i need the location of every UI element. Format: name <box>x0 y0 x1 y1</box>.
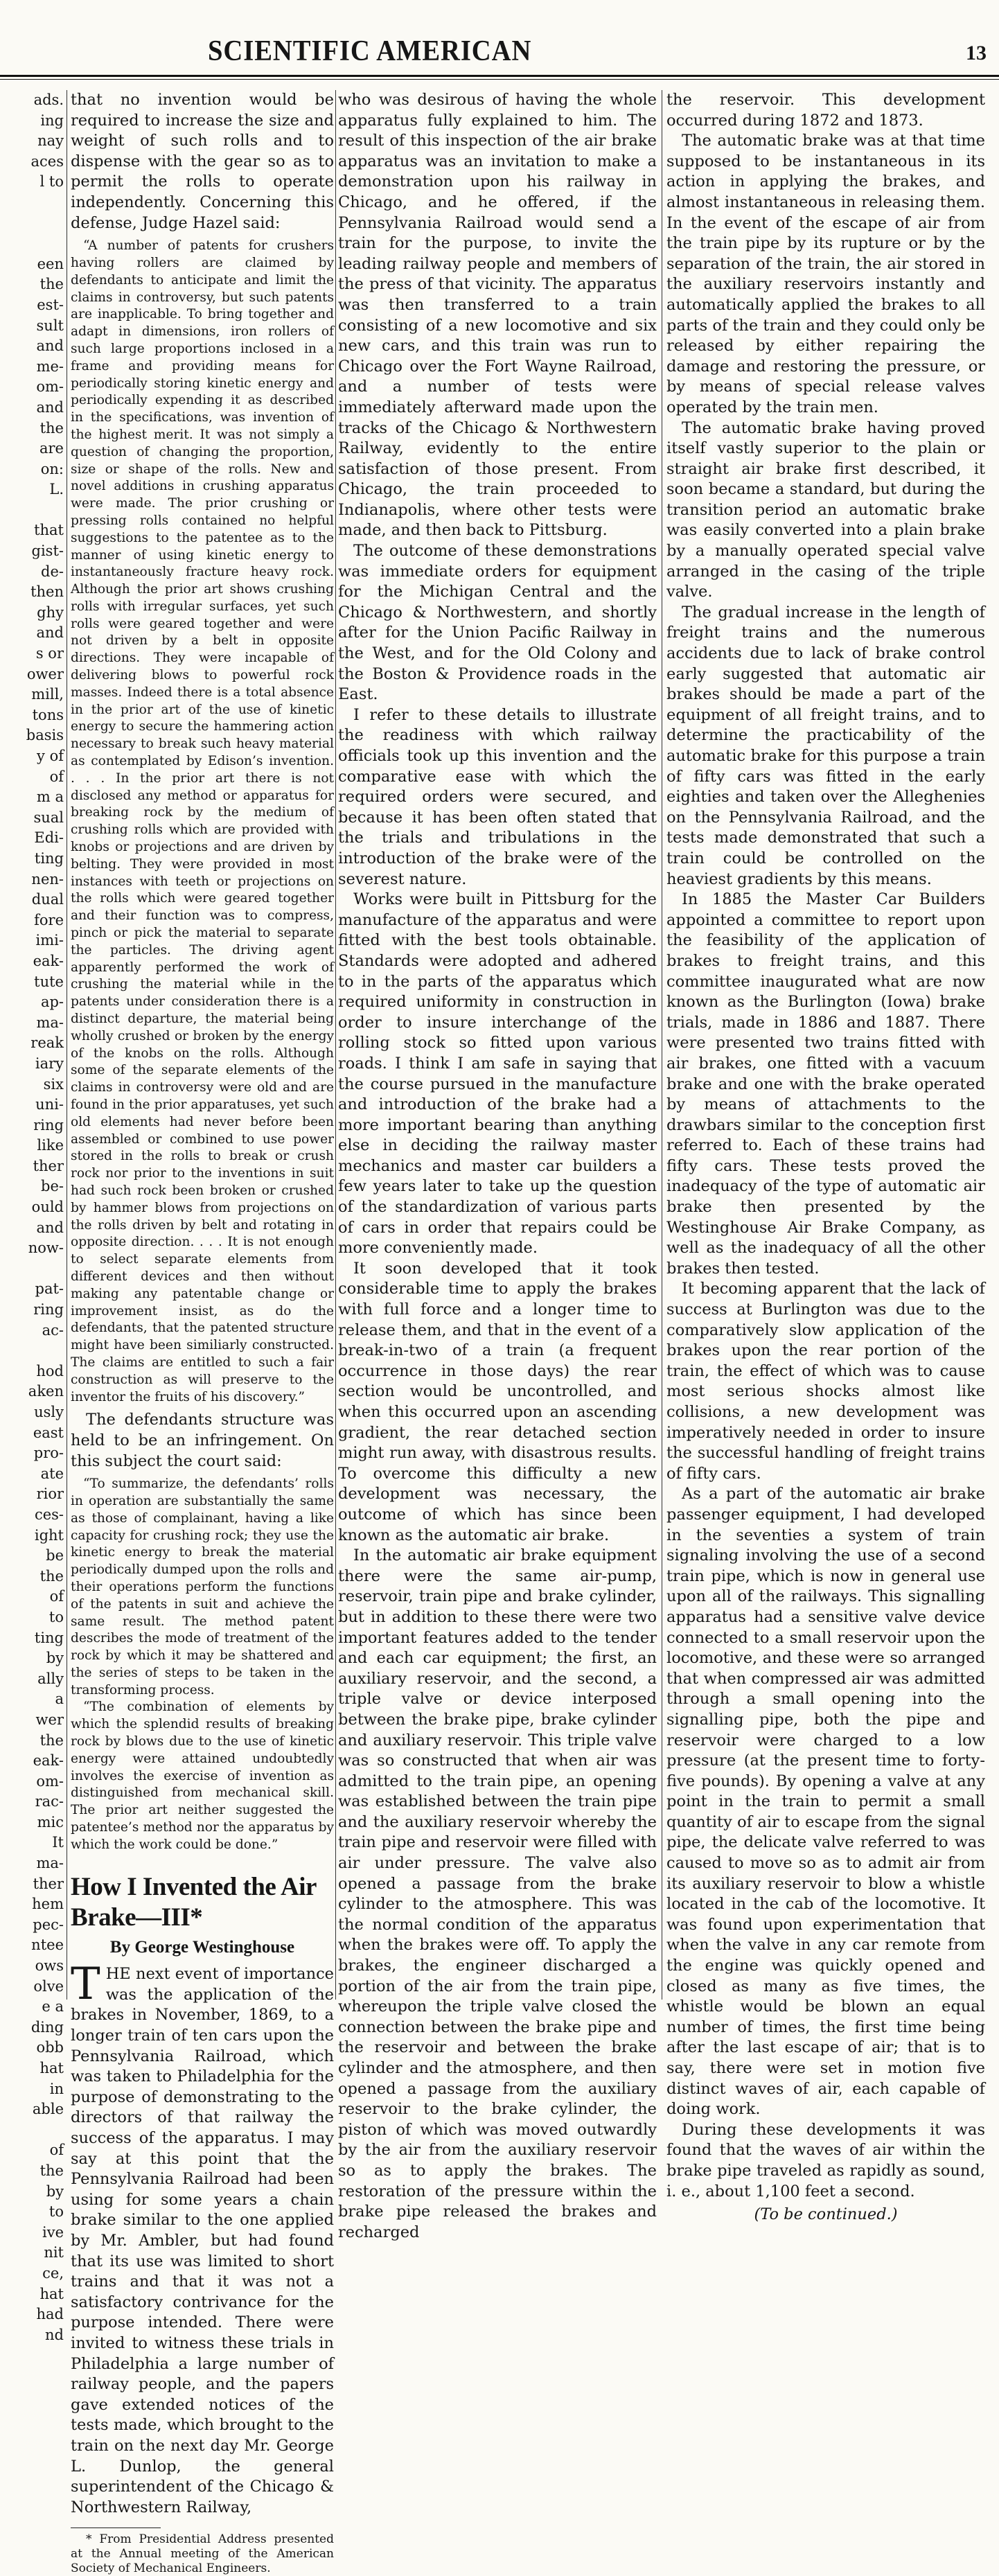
fragment-line: then <box>30 583 64 601</box>
block-quote <box>71 238 334 1406</box>
fragment-line <box>0 2120 64 2141</box>
paragraph: The automatic brake having proved itself vastly superior to the plain or straight air brake first described, it soon became a standard, but during the transition period an automatic brake was easily converted into a plain brake by a manually operated special valve arranged in the casing of the triple valve. <box>666 418 985 601</box>
column-divider <box>335 90 336 2000</box>
header-rule <box>0 75 999 77</box>
paragraph: In the automatic air brake equipment there were the same air-pump, reservoir, train pipe and brake cylinder, but in addition to these there were two important features added to the tender and each car equipment; the first, an auxiliary reservoir, and the second, a triple valve or device interposed between the brake pipe, brake cylinder and auxiliary reservoir. This triple valve was so constructed that when air was admitted to the train pipe, an opening was established between the train pipe and the auxiliary reservoir whereby the train pipe and reservoir were filled with air under pressure. The valve also opened a passage from the brake cylinder to the atmosphere. This was the normal condition of the apparatus when the brakes were off. To apply the brakes, the engineer discharged a portion of the air from the train pipe, whereupon the triple valve closed the connection between the brake pipe and the reservoir and between the brake cylinder and the atmosphere, and then opened a passage from the auxiliary reservoir to the brake cylinder, the piston of which was moved outwardly by the air from the auxiliary reservoir so as to apply the brakes. The restoration of the pressure within the brake pipe released the brakes and recharged <box>338 1546 657 2241</box>
fragment-line: It <box>52 1834 64 1851</box>
block-quote <box>71 1476 334 1854</box>
fragment-line: mic <box>37 1813 64 1830</box>
fragment-line: ac- <box>42 1321 64 1339</box>
paragraph: During these developments it was found that the waves of air within the brake pipe traveled as rapidly as sound, i. e., about 1,100 feet a second. <box>666 2120 985 2200</box>
paragraph: In 1885 the Master Car Builders appointed a committee to report upon the feasibility of the application of brakes to freight trains, and this committee inaugurated what are now known as the Burlington (Iowa) brake trials, made in 1886 and 1887. There were presented two trains fitted with air brakes, one fitted with a vacuum brake and one with the brake operated by means of attachments to the drawbars similar to the conception first referred to. Each of these trains had fifty cars. These tests proved the inadequacy of the type of automatic air brake then presented by the Westinghouse Air Brake Company, as well as the inadequacy of all the other brakes then tested. <box>666 890 985 1278</box>
paragraph: The outcome of these demonstrations was immediate orders for equipment for the Michigan Central and the Chicago & Northwestern, and shortly after for the Union Pacific Railway in the West, and for the Old Colony and the Boston & Providence roads in the East. <box>338 542 657 704</box>
fragment-line <box>0 193 64 213</box>
fragment-line: the <box>39 276 64 293</box>
fragment-line: nit <box>44 2244 64 2261</box>
fragment-line: dual <box>31 891 64 908</box>
fragment-line: by <box>46 1650 64 1667</box>
fragment-line: to <box>48 2203 64 2221</box>
paragraph: I refer to these details to illustrate the readiness with which railway officials took up this invention and the comparative ease with which the required orders were secured, and because it has been often stated that the trials and tribulations in the introduction of the brake were of the severest nature. <box>338 705 657 888</box>
fragment-line: like <box>37 1137 64 1154</box>
fragment-line: rior <box>36 1485 64 1503</box>
paragraph: who was desirous of having the whole apparatus fully explained to him. The result of this inspection of the air brake apparatus was an invitation to make a demonstration upon his railway in Chicago, and he offered, if the Pennsylvania Railroad would send a train for the purpose, to invite the leading railway people and members of the press of that vicinity. The apparatus was then transferred to a train consisting of a new locomotive and six new cars, and this train was run to Chicago over the Fort Wayne Railroad, and a number of tests were immediately afterward made upon the tracks of the Chicago & Northwestern Railway, evidently to the entire satisfaction of those present. From Chicago, the train proceeded to Indianapolis, where other tests were made, and then back to Pittsburg. <box>338 91 657 540</box>
fragment-line: pec- <box>33 1916 64 1933</box>
fragment-line: basis <box>26 727 64 744</box>
fragment-line: ap- <box>40 994 64 1011</box>
fragment-line: ding <box>30 2018 64 2036</box>
fragment-line: een <box>37 255 64 272</box>
fragment-line: tons <box>32 706 64 723</box>
fragment-line: mill, <box>31 686 64 703</box>
fragment-line: on: <box>40 460 64 477</box>
page-number: 13 <box>966 42 987 64</box>
fragment-line: ces- <box>34 1506 64 1523</box>
fragment-line: hem <box>32 1896 64 1913</box>
paragraph: the reservoir. This development occurred during 1872 and 1873. <box>666 91 985 130</box>
fragment-line: est- <box>37 296 64 313</box>
fragment-line: the <box>39 419 64 436</box>
article-title: How I Invented the Air Brake—III* <box>71 1872 317 1932</box>
previous-column-fragment <box>0 90 64 2343</box>
fragment-line: Edi- <box>34 829 64 847</box>
fragment-line: om- <box>36 378 64 396</box>
fragment-line: and <box>36 624 64 642</box>
fragment-line: the <box>39 2162 64 2179</box>
paragraph: The automatic brake was at that time supposed to be instantaneous in its action in applying the brakes, and almost instantaneous in releasing them. In the event of the escape of air from the train pipe by its rupture or by the separation of the train, the air stored in the auxiliary reservoirs instantly and automatically applied the brakes to all parts of the train and they could only be released by either repairing the damage and restoring the pressure, or by means of special release valves operated by the train men. <box>666 132 985 416</box>
paragraph: that no invention would be required to increase the size and weight of such rolls and to dispense with the gear so as to permit the rolls to operate independently. Concerning this defense, Judge Hazel said: <box>71 91 334 232</box>
header-rule-thin <box>0 79 999 80</box>
fragment-line: ting <box>34 849 64 867</box>
fragment-line: now- <box>28 1240 64 1257</box>
paragraph: Works were built in Pittsburg for the manufacture of the apparatus and were fitted with the best tools obtainable. Standards were adopted and adhered to in the parts of the apparatus which required uniformity in construction in order to insure interchange of the rolling stock so fitted upon various roads. I think I am safe in saying that the course pursued in the manufacture and introduction of the brake had a more important bearing than anything else in deciding the railway master mechanics and master car builders a few years later to take up the question of the standardization of various parts of cars in order that repairs could be more conveniently made. <box>338 890 657 1258</box>
fragment-line: ma- <box>36 1014 64 1031</box>
fragment-line: ghy <box>37 603 64 621</box>
fragment-line: gist- <box>31 542 64 560</box>
fragment-line: iary <box>35 1055 64 1072</box>
fragment-line: of <box>49 1588 64 1605</box>
column-3 <box>666 90 985 2224</box>
fragment-line: s or <box>35 645 64 662</box>
fragment-line: and <box>36 337 64 355</box>
fragment-line: ther <box>33 1157 64 1174</box>
column-2 <box>338 90 657 2241</box>
paragraph: The defendants structure was held to be an infringement. On this subject the court said: <box>71 1411 334 1470</box>
fragment-line <box>0 1259 64 1280</box>
fragment-line: sual <box>33 809 64 826</box>
fragment-line: ads. <box>33 91 64 108</box>
fragment-line: ring <box>33 1116 64 1133</box>
fragment-line: pro- <box>33 1445 64 1462</box>
paragraph: It becoming apparent that the lack of success at Burlington was due to the comparatively slow application of the brakes upon the rear portion of the train, the effect of which was to cause most serious shocks almost like collisions, a new development was imperatively needed in order to insure the successful handling of freight trains of fifty cars. <box>666 1280 985 1483</box>
fragment-line: and <box>36 398 64 416</box>
fragment-line: m a <box>36 788 64 806</box>
quote-paragraph: “The combination of elements by which the splendid results of breaking rock by blows due to the use of kinetic energy were attained undoubtedly involves the exercise of invention as distinguished from mechanical skill. The prior art neither suggested the patentee’s method nor the apparatus by which the work could be done.” <box>71 1700 334 1852</box>
fragment-line: ther <box>33 1875 64 1892</box>
fragment-line: usly <box>34 1404 64 1420</box>
fragment-line: sult <box>36 317 64 334</box>
fragment-line: ting <box>34 1629 64 1646</box>
fragment-line: by <box>46 2182 64 2200</box>
fragment-line: l to <box>39 173 64 191</box>
footnote: * From Presidential Address presented at the Annual meeting of the American Society of Mechanical Engineers. <box>71 2532 334 2576</box>
fragment-line: uni- <box>35 1096 64 1113</box>
article-byline: By George Westinghouse <box>109 1937 295 1957</box>
fragment-line: ive <box>42 2223 64 2241</box>
quote-paragraph: “To summarize, the defendants’ rolls in operation are substantially the same as those of complainant, having a like capacity for crushing rock; they use the kinetic energy to break the material periodically dumped upon the rolls and their operations perform the functions of the patents in suit and achieve the same result. The method patent describes the mode of treatment of the rock by which it may be shattered and the series of steps to be taken in the transforming process. <box>71 1476 334 1697</box>
fragment-line: able <box>32 2101 64 2118</box>
fragment-line <box>0 500 64 521</box>
fragment-line: eak- <box>33 952 64 969</box>
fragment-line: ntee <box>31 1937 64 1954</box>
quote-paragraph: “A number of patents for crushers having rollers are claimed by defendants to anticipate and limit the claims in controversy, but such patents are inapplicable. To bring together and adapt in dimensions, iron rollers of such large proportions inclosed in a frame and providing means for periodically storing kinetic energy and periodically expending it as described in the specifications, was invention of the highest merit. It was not simply a question of changing the proportion, size or shape of the rolls. New and novel additions in crushing apparatus were made. The prior crushing or pressing rolls contained no helpful suggestions to the patentee as to the manner of using kinetic energy to instantaneously fracture heavy rock. Although the prior art shows crushing rolls with irregular surfaces, yet such rolls were geared together and were not driven by a belt in opposite directions. They were incapable of delivering blows to powerful rock masses. Indeed there is a total absence in the prior art of the use of kinetic energy to secure the hammering action necessary to break such heavy material as contemplated by Edison’s invention. . . . In the prior art there is not disclosed any method or apparatus for breaking rock by the medium of crushing rolls which are provided with knobs or projections and are driven by belting. They were provided in most instances with teeth or projections on the rolls which were geared together and their function was to compress, pinch or pick the material to separate the particles. The driving agent apparently performed the work of crushing the material while in the patents under consideration there is a distinct departure, the material being wholly crushed or broken by the energy of the knobs on the rolls. Although some of the separate elements of the claims in controversy were old and are found in the prior apparatuses, yet such old elements had never before been assembled or combined to use power stored in the rolls to break or crush rock nor prior to the inventions in suit had such rock been broken or crushed by hammer blows from projections on the rolls driven by belt and rotating in opposite direction. . . . It is not enough to select separate elements from different devices and then without making any patentable change or improvement insist, as do the defendants, that the patented structure might have been similiarly constructed. The claims are entitled to such a fair construction as will preserve to the inventor the fruits of his discovery.” <box>71 238 334 1404</box>
fragment-line: reak <box>30 1034 64 1052</box>
fragment-line: ce, <box>42 2264 64 2282</box>
fragment-line: ma- <box>36 1855 64 1872</box>
fragment-line <box>0 1341 64 1361</box>
fragment-line: aken <box>28 1383 64 1400</box>
paragraph <box>71 1959 334 2518</box>
fragment-line: ould <box>31 1199 64 1216</box>
fragment-line: are <box>39 440 64 457</box>
fragment-line: the <box>39 1731 64 1749</box>
drop-cap: T <box>71 1959 100 2011</box>
paragraph: The gradual increase in the length of freight trains and the numerous accidents due to lack of brake control early suggested that automatic air brakes should be made a part of the equipment of all freight trains, and to determine the practicability of the automatic brake for this purpose a train of fifty cars was fitted in the early eighties and taken over the Alleghenies on the Pennsylvania Railroad, and the tests made demonstrated that such a train could be controlled on the heaviest gradients by this means. <box>666 603 985 888</box>
column-1 <box>71 90 334 2576</box>
fragment-line: ight <box>34 1526 64 1544</box>
fragment-line: e a <box>42 1998 64 2015</box>
fragment-line: de- <box>41 563 64 580</box>
fragment-line: six <box>43 1075 64 1093</box>
fragment-line: and <box>36 1219 64 1236</box>
fragment-line: a <box>55 1691 64 1708</box>
fragment-line: nd <box>45 2326 64 2343</box>
paragraph-text: HE next event of importance was the application of the brakes in November, 1869, to a longer train of ten cars upon the Pennsylvania Railroad, which was taken to Philadelphia for the purpose of demonstrating to the directors of that railway the success of the apparatus. I may say at this point that the Pennsylvania Railroad had been using for some years a chain brake similar to the one applied by Mr. Ambler, but had found that its use was limited to short trains and that it was not a satisfactory contrivance for the purpose intended. There were invited to witness these trials in Philadelphia a large number of railway people, and the papers gave extended notices of the tests made, which brought to the train on the next day Mr. George L. Dunlop, the general superintendent of the Chicago & Northwestern Railway, <box>71 1965 334 2516</box>
fragment-line: in <box>49 2080 64 2097</box>
fragment-line: fore <box>34 911 64 928</box>
fragment-line: ally <box>37 1670 64 1687</box>
fragment-line: the <box>39 1567 64 1585</box>
fragment-line: me- <box>36 358 64 375</box>
masthead-title: SCIENTIFIC AMERICAN <box>208 35 532 67</box>
fragment-line: L. <box>49 481 64 498</box>
fragment-line <box>0 213 64 234</box>
fragment-line: that <box>34 522 64 539</box>
fragment-line: eak- <box>33 1752 64 1770</box>
fragment-line: ate <box>40 1465 64 1482</box>
fragment-line: east <box>33 1424 64 1441</box>
fragment-line <box>0 233 64 254</box>
fragment-line: olve <box>33 1977 64 1995</box>
fragment-line: hod <box>36 1362 64 1379</box>
fragment-line: ower <box>26 665 64 682</box>
column-3-body <box>666 90 985 2202</box>
fragment-line: hat <box>39 2060 64 2076</box>
fragment-line: be <box>46 1547 64 1564</box>
fragment-line: be- <box>41 1178 64 1195</box>
page-header <box>0 0 999 78</box>
paragraph: As a part of the automatic air brake passenger equipment, I had developed in the seventies a system of train signaling involving the use of a second train pipe, which is now in general use upon all of the railways. This signalling apparatus had a sensitive valve device connected to a small reservoir upon the locomotive, and these were so arranged that when compressed air was admitted through a small opening into the signalling pipe, both the pipe and reservoir were charged to a low pressure (at the present time to forty-five pounds). By opening a valve at any point in the train to permit a small quantity of air to escape from the signal pipe, the delicate valve referred to was caused to move so as to admit air from its auxiliary reservoir to blow a whistle located in the cab of the locomotive. It was found upon experimentation that when the valve in any car remote from the engine was quickly opened and closed as many as five times, the whistle would be blown an equal number of times, the first time being after the last escape of air; that is to say, there were set in motion five distinct waves of air, each capable of doing work. <box>666 1485 985 2119</box>
fragment-line: imi- <box>35 932 64 949</box>
fragment-line: wer <box>35 1711 64 1728</box>
fragment-line: aces <box>30 152 64 170</box>
paragraph: It soon developed that it took considerable time to apply the brakes with full force and a longer time to release them, and that in the event of a break-in-two of a train (a frequent occurrence in those days) the rear section would be uncontrolled, and when this occurred upon an ascending gradient, the rear detached section might run away, with disastrous results. To overcome this difficulty a new development was necessary, the outcome of which has since been known as the automatic air brake. <box>338 1259 657 1544</box>
fragment-line: tute <box>34 973 64 990</box>
continued-note: (To be continued.) <box>754 2205 898 2224</box>
fragment-line: ows <box>35 1957 64 1975</box>
fragment-line: of <box>49 2142 64 2159</box>
fragment-line: y of <box>37 748 64 764</box>
fragment-line: to <box>48 1608 64 1625</box>
fragment-line: ing <box>40 112 64 129</box>
fragment-line: had <box>36 2306 64 2323</box>
fragment-line: ring <box>33 1301 64 1318</box>
fragment-line: hat <box>39 2285 64 2302</box>
fragment-line: obb <box>36 2039 64 2056</box>
fragment-line: rac- <box>35 1793 64 1810</box>
fragment-line: pat- <box>35 1280 64 1298</box>
article-header <box>71 1872 334 1958</box>
fragment-line: nen- <box>31 870 64 888</box>
fragment-line: nay <box>37 132 64 150</box>
fragment-line: of <box>49 768 64 785</box>
fragment-line: om- <box>36 1772 64 1790</box>
